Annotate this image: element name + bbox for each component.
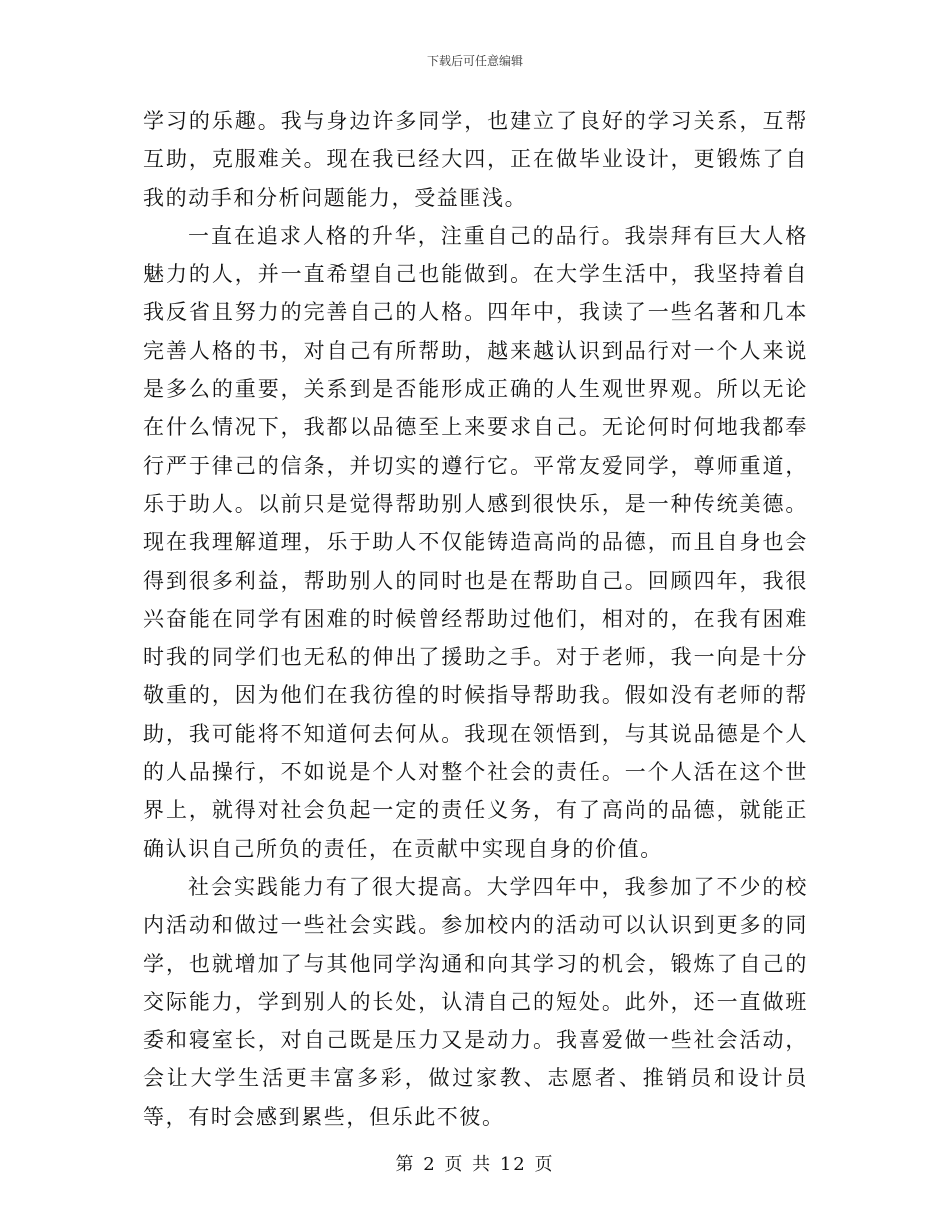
page-header-note: 下载后可任意编辑 <box>426 54 523 68</box>
paragraph-social-practice: 社会实践能力有了很大提高。大学四年中，我参加了不少的校内活动和做过一些社会实践。参加校内的活动可以认识到更多的同学，也就增加了与其他同学沟通和向其学习的机会，锻炼了自己的交际能力，学到别人的长处，认清自己的短处。此外，还一直做班委和寝室长，对自己既是压力又是动力。我喜爱做一些社会活动，会让大学生活更丰富多彩，做过家教、志愿者、推销员和设计员等，有时会感到累些，但乐此不彼。 <box>143 874 808 1129</box>
paragraph-continued: 学习的乐趣。我与身边许多同学，也建立了良好的学习关系，互帮互助，克服难关。现在我已经大四，正在做毕业设计，更锻炼了自我的动手和分析问题能力，受益匪浅。 <box>143 109 808 210</box>
document-body <box>143 102 808 1136</box>
paragraph-character: 一直在追求人格的升华，注重自己的品行。我崇拜有巨大人格魅力的人，并一直希望自己也能做到。在大学生活中，我坚持着自我反省且努力的完善自己的人格。四年中，我读了一些名著和几本完善人格的书，对自己有所帮助，越来越认识到品行对一个人来说是多么的重要，关系到是否能形成正确的人生观世界观。所以无论在什么情况下，我都以品德至上来要求自己。无论何时何地我都奉行严于律己的信条，并切实的遵行它。平常友爱同学，尊师重道，乐于助人。以前只是觉得帮助别人感到很快乐，是一种传统美德。现在我理解道理，乐于助人不仅能铸造高尚的品德，而且自身也会得到很多利益，帮助别人的同时也是在帮助自己。回顾四年，我很兴奋能在同学有困难的时候曾经帮助过他们，相对的，在我有困难时我的同学们也无私的伸出了援助之手。对于老师，我一向是十分敬重的，因为他们在我彷徨的时候指导帮助我。假如没有老师的帮助，我可能将不知道何去何从。我现在领悟到，与其说品德是个人的人品操行，不如说是个人对整个社会的责任。一个人活在这个世界上，就得对社会负起一定的责任义务，有了高尚的品德，就能正确认识自己所负的责任，在贡献中实现自身的价值。 <box>143 223 808 861</box>
page-number-footer: 第 2 页 共 12 页 <box>395 1154 555 1175</box>
